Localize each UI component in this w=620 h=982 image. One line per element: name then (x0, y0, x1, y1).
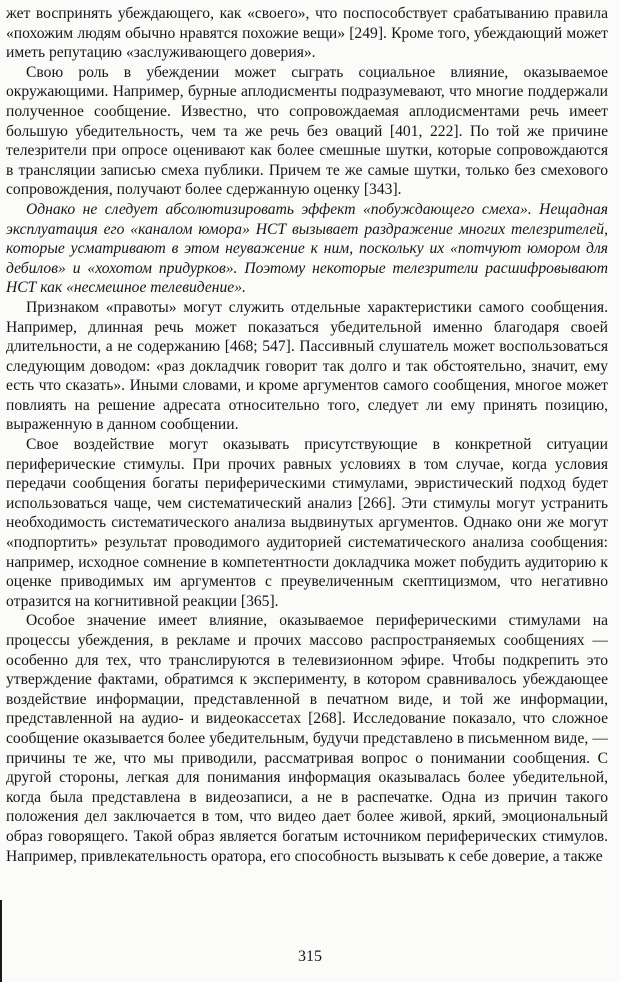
scan-edge-shadow (0, 900, 2, 982)
paragraph-experiment: Особое значение имеет влияние, оказываемое периферическими стимулами на процессы убеждения, в рекламе и прочих массово распространяемых сообщениях — особенно для тех, что транслируются в телевизионном эфире. Чтобы подкрепить это утверждение фактами, обратимся к эксперименту, в котором сравнивалось убеждающее воздействие информации, представленной в печатном виде, и той же информации, представленной на аудио- и видеокассетах [268]. Исследование показало, что сложное сообщение оказывается более убедительным, будучи представлено в письменном виде, — причины те же, что мы приводили, рассматривая вопрос о понимании сообщения. С другой стороны, легкая для понимания информация оказывалась более убедительной, когда была представлена в видеозаписи, а не в распечатке. Одна из причин такого положения дел заключается в том, что видео дает более живой, яркий, эмоциональный образ говорящего. Такой образ является богатым источником периферических стимулов. Например, привлекательность оратора, его способность вызывать к себе доверие, а также (6, 612, 608, 865)
paragraph-message-length: Признаком «правоты» могут служить отдельные характеристики самого сообщения. Например, длинная речь может показаться убедительной именно благодаря своей длительности, а не содержанию [468; 547]. Пассивный слушатель может воспользоваться следующим доводом: «раз докладчик говорит так долго и так обстоятельно, значит, ему есть что сказать». Иными словами, и кроме аргументов самого сообщения, многое может повлиять на решение адресата относительно того, следует ли ему принять позицию, выраженную в данном сообщении. (6, 298, 608, 434)
body-text (6, 4, 608, 866)
paragraph-italic-note: Однако не следует абсолютизировать эффект «побуждающего смеха». Нещадная эксплуатация его «каналом юмора» НСТ вызывает раздражение многих телезрителей, которые усматривают в этом неуважение к ним, поскольку их «потчуют юмором для дебилов» и «хохотом придурков». Поэтому некоторые телезрители расшифровывают НСТ как «несмешное телевидение». (6, 200, 608, 297)
paragraph-social-influence: Свою роль в убеждении может сыграть социальное влияние, оказываемое окружающими. Например, бурные аплодисменты подразумевают, что многие поддержали полученное сообщение. Известно, что сопровождаемая аплодисментами речь имеет большую убедительность, чем та же речь без оваций [401, 222]. По той же причине телезрители при опросе оценивают как более смешные шутки, которые сопровождаются в трансляции записью смеха публики. Причем те же самые шутки, только без смехового сопровождения, получают более сдержанную оценку [343]. (6, 63, 608, 199)
paragraph-continuation: жет воспринять убеждающего, как «своего», что поспособствует срабатыванию правила «похожим людям обычно нравятся похожие вещи» [249]. Кроме того, убеждающий может иметь репутацию «заслуживающего доверия». (6, 5, 608, 62)
page-number: 315 (298, 948, 322, 965)
paragraph-peripheral-stimuli: Свое воздействие могут оказывать присутствующие в конкретной ситуации периферические стимулы. При прочих равных условиях в том случае, когда условия передачи сообщения богаты периферическими стимулами, эвристический подход будет использоваться чаще, чем систематический анализ [266]. Эти стимулы могут устранить необходимость систематического анализа выдвинутых аргументов. Однако они же могут «подпортить» результат проводимого аудиторией систематического анализа сообщения: например, исходное сомнение в компетентности докладчика может побудить аудиторию к оценке приводимых им аргументов с преувеличенным скептицизмом, что негативно отразится на когнитивной реакции [365]. (6, 436, 608, 610)
